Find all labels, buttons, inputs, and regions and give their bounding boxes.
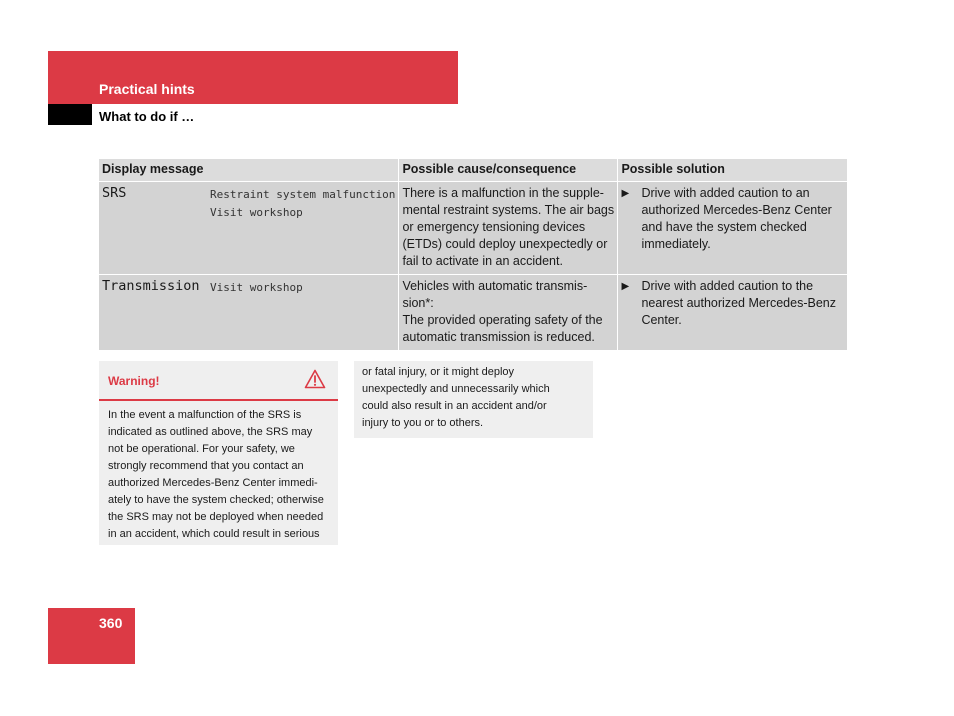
display-cell (99, 181, 399, 274)
cause-line: or emergency tensioning devices (402, 219, 586, 234)
continuation-line: could also result in an accident and/or (362, 400, 547, 412)
display-main-text: Transmission (102, 277, 200, 294)
warning-box (99, 361, 338, 545)
continuation-line: or fatal injury, or it might deploy (362, 366, 515, 378)
warning-header (99, 361, 338, 401)
table-row (99, 274, 847, 350)
header-display-message: Display message (99, 159, 399, 181)
cause-line: mental restraint systems. The air bags (402, 202, 615, 217)
display-cell (99, 274, 399, 350)
page-number: 360 (99, 615, 123, 631)
solution-line: nearest authorized Mercedes-Benz (641, 295, 836, 310)
warning-line: strongly recommend that you contact an (108, 460, 304, 472)
bullet-arrow-icon: ▶ (621, 187, 630, 199)
header-possible-solution: Possible solution (618, 159, 847, 181)
warning-line: In the event a malfunction of the SRS is (108, 409, 302, 421)
cause-line: There is a malfunction in the supple- (402, 185, 604, 200)
continuation-line: unexpectedly and unnecessarily which (362, 383, 550, 395)
header-possible-cause: Possible cause/consequence (399, 159, 618, 181)
solution-line: Center. (641, 312, 682, 327)
cause-line: automatic transmission is reduced. (402, 329, 595, 344)
continuation-line: injury to you or to others. (362, 417, 484, 429)
display-main-text: SRS (102, 184, 127, 201)
cause-line: fail to activate in an accident. (402, 253, 563, 268)
warning-line: the SRS may not be deployed when needed (108, 511, 324, 523)
cause-line: (ETDs) could deploy unexpectedly or (402, 236, 608, 251)
cause-line: The provided operating safety of the (402, 312, 603, 327)
cause-line: sion*: (402, 295, 434, 310)
table-header-row (99, 159, 847, 181)
solution-line: Drive with added caution to an (641, 185, 810, 200)
warning-line: ately to have the system checked; otherwise (108, 494, 324, 506)
display-sub-text: Restraint system malfunction (210, 187, 396, 201)
solution-cell (618, 274, 847, 350)
warning-triangle-icon (304, 369, 326, 389)
solution-line: Drive with added caution to the (641, 278, 814, 293)
display-sub-text: Visit workshop (210, 205, 303, 219)
warning-continuation-box (354, 361, 593, 438)
cause-cell (399, 181, 618, 274)
section-title: Practical hints (99, 81, 195, 97)
display-message-table (99, 159, 847, 350)
cause-line: Vehicles with automatic transmis- (402, 278, 588, 293)
solution-line: immediately. (641, 236, 711, 251)
page-subtitle: What to do if … (99, 109, 195, 124)
warning-body (99, 401, 338, 543)
cause-cell (399, 274, 618, 350)
warning-line: authorized Mercedes-Benz Center immedi- (108, 477, 318, 489)
solution-line: authorized Mercedes-Benz Center (641, 202, 832, 217)
page-number-tab (48, 608, 135, 664)
solution-cell (618, 181, 847, 274)
warning-line: in an accident, which could result in serious (108, 528, 320, 540)
solution-line: and have the system checked (641, 219, 807, 234)
table-row (99, 181, 847, 274)
warning-line: indicated as outlined above, the SRS may (108, 426, 313, 438)
header-band (48, 51, 458, 104)
display-sub-text: Visit workshop (210, 280, 303, 294)
warning-line: not be operational. For your safety, we (108, 443, 295, 455)
subtitle-marker (48, 104, 92, 125)
warning-label: Warning! (108, 374, 160, 388)
bullet-arrow-icon: ▶ (621, 280, 630, 292)
